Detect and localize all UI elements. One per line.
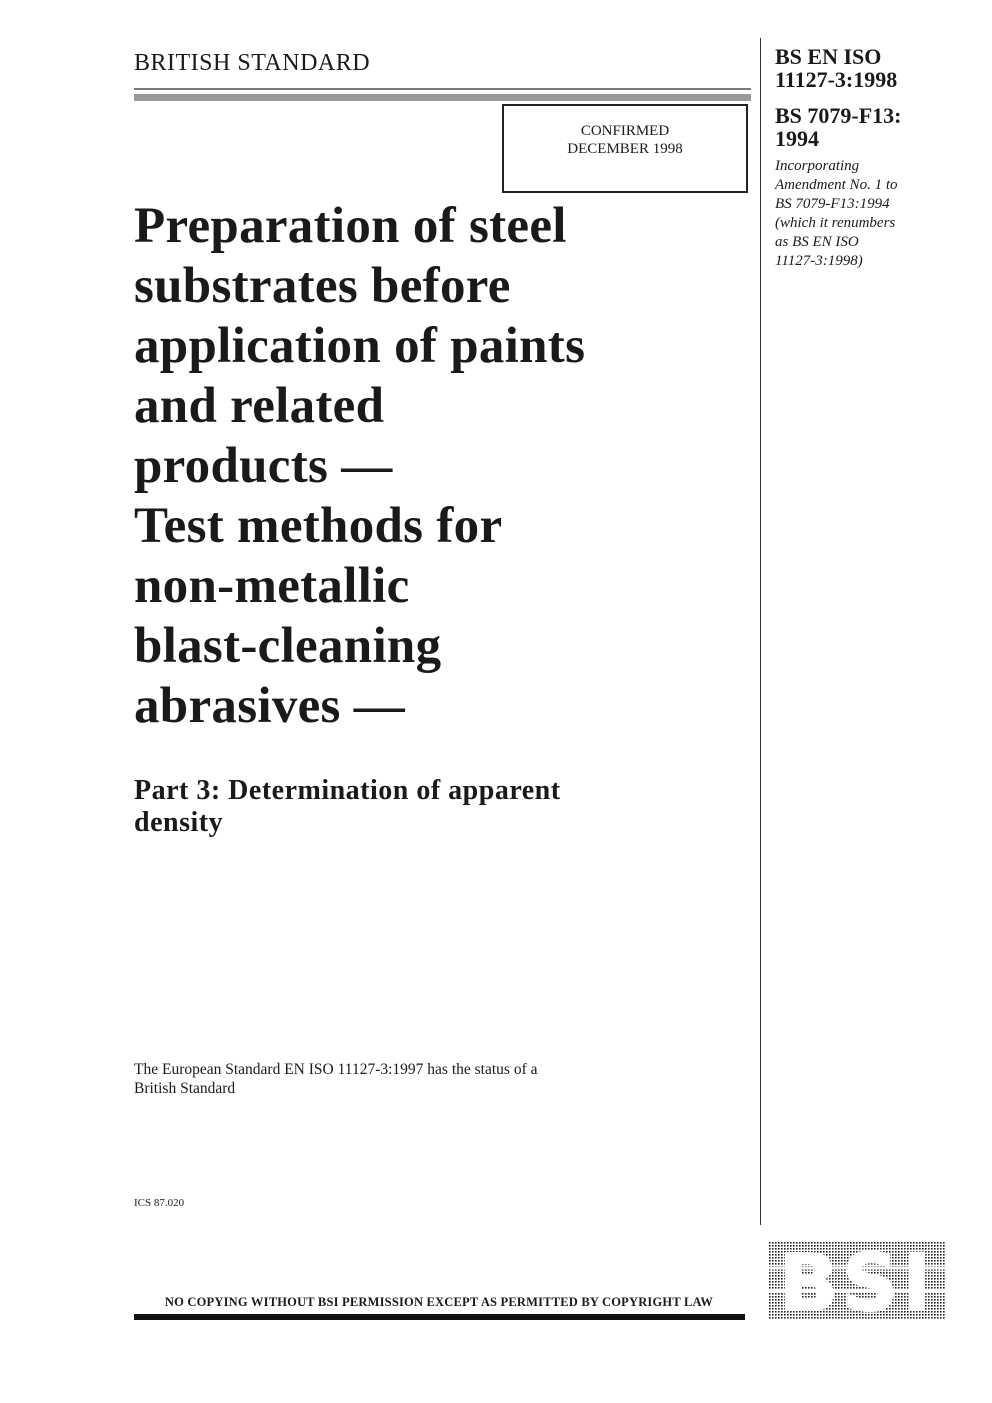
document-subtitle	[134, 775, 734, 839]
title-line: application of paints	[134, 318, 586, 374]
ics-code: ICS 87.020	[134, 1197, 185, 1209]
status-statement	[134, 1060, 694, 1098]
copyright-notice: NO COPYING WITHOUT BSI PERMISSION EXCEPT AS PERMITTED BY COPYRIGHT LAW	[164, 1295, 714, 1309]
title-line: abrasives —	[134, 678, 406, 734]
svg-text:BSI: BSI	[778, 1242, 936, 1319]
document-title	[134, 196, 734, 736]
standard-number-line: BS EN ISO	[775, 44, 882, 69]
amendment-line: Amendment No. 1 to	[775, 177, 898, 193]
footer-rule	[134, 1314, 745, 1320]
header-rule-thick	[134, 94, 751, 101]
amendment-line: (which it renumbers	[775, 215, 896, 231]
title-line: products —	[134, 438, 393, 494]
title-line: Preparation of steel	[134, 198, 567, 254]
title-line: blast-cleaning	[134, 618, 442, 674]
standard-number-bs	[775, 104, 902, 150]
title-line: substrates before	[134, 258, 511, 314]
sidebar-divider	[760, 38, 761, 1225]
amendment-line: BS 7079-F13:1994	[775, 196, 890, 212]
subtitle-line: Part 3: Determination of apparent	[134, 775, 561, 806]
title-line: non-metallic	[134, 558, 410, 614]
status-line: British Standard	[134, 1080, 236, 1097]
standard-number-en-iso	[775, 45, 897, 91]
bsi-logo-icon	[769, 1242, 945, 1319]
amendment-line: as BS EN ISO	[775, 234, 859, 250]
confirmed-date: DECEMBER 1998	[567, 141, 683, 157]
subtitle-line: density	[134, 807, 224, 838]
status-line: The European Standard EN ISO 11127-3:1997 has the status of a	[134, 1061, 538, 1078]
standard-number-line: BS 7079-F13:	[775, 103, 902, 128]
amendment-line: 11127-3:1998)	[775, 253, 863, 269]
amendment-note	[775, 157, 945, 271]
document-series-label: BRITISH STANDARD	[134, 50, 371, 76]
title-line: and related	[134, 378, 385, 434]
standard-number-line: 1994	[775, 126, 819, 151]
amendment-line: Incorporating	[775, 158, 860, 174]
confirmed-label: CONFIRMED	[580, 123, 670, 139]
title-line: Test methods for	[134, 498, 503, 554]
header-rule-thin	[134, 88, 751, 90]
confirmed-stamp-box	[502, 104, 748, 193]
standard-number-line: 11127-3:1998	[775, 67, 898, 92]
